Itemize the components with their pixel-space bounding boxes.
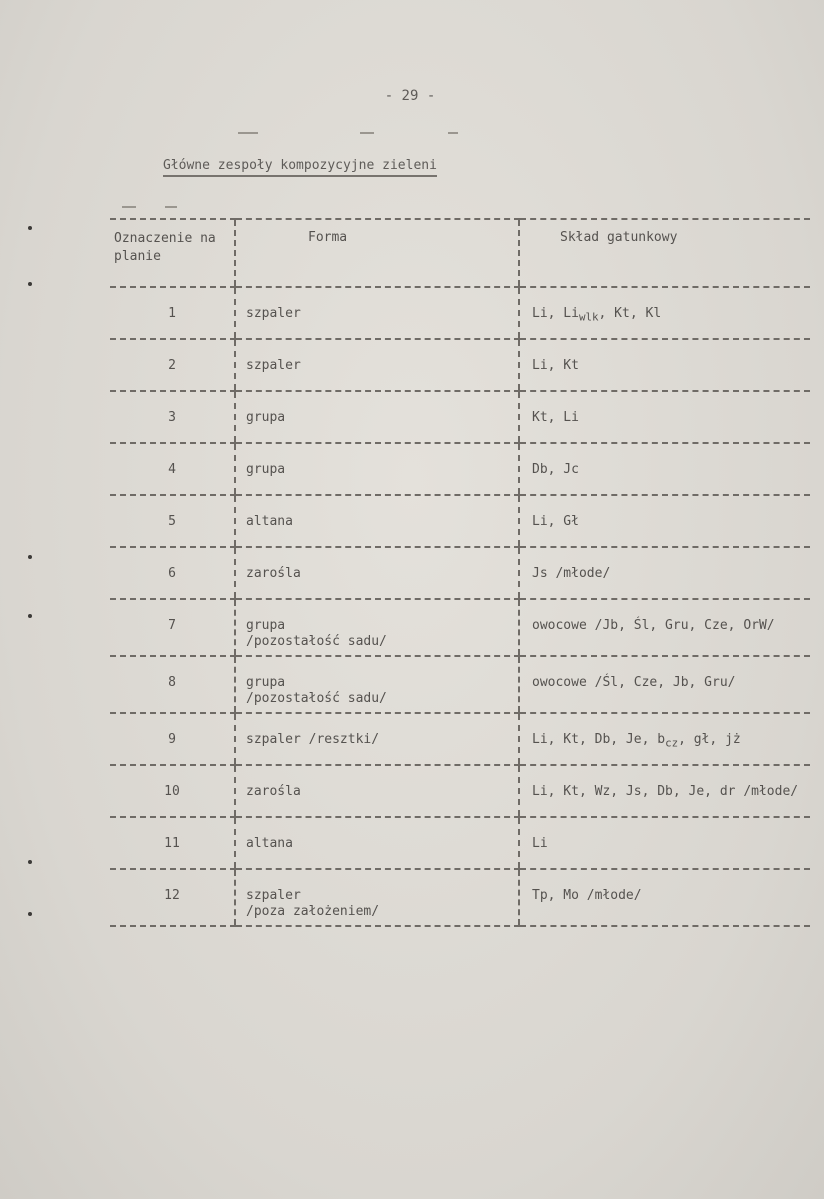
row-form: zarośla [235,765,519,817]
row-number: 5 [110,495,235,547]
composition-subscript: wlk [578,310,599,324]
composition-subscript: cz [665,736,679,750]
form-line-2: /pozostałość sadu/ [246,691,387,706]
row-number: 4 [110,443,235,495]
margin-dot [28,226,32,230]
row-composition: Li, Kt [519,339,810,391]
row-number: 6 [110,547,235,599]
row-composition: owocowe /Śl, Cze, Jb, Gru/ [519,656,810,713]
row-composition: owocowe /Jb, Śl, Gru, Cze, OrW/ [519,599,810,656]
row-composition: Js /młode/ [519,547,810,599]
composition-text: Li, Li [532,306,579,321]
header-number: Oznaczenie na planie [110,219,235,287]
row-number: 9 [110,713,235,765]
row-form [235,656,519,713]
table-row [110,599,810,656]
form-line-2: /pozostałość sadu/ [246,634,387,649]
table-row [110,287,810,339]
typewriter-mark [238,132,258,134]
row-form: grupa [235,391,519,443]
row-form [235,869,519,926]
table-row [110,495,810,547]
row-number: 10 [110,765,235,817]
table-row [110,339,810,391]
row-number: 11 [110,817,235,869]
typewriter-mark [448,132,458,134]
margin-dot [28,860,32,864]
typewriter-mark [122,206,136,208]
row-composition: Tp, Mo /młode/ [519,869,810,926]
row-number: 1 [110,287,235,339]
row-composition: Li, Gł [519,495,810,547]
species-composition-table [110,218,810,927]
form-line-2: /poza założeniem/ [246,904,380,919]
form-line-1: grupa [246,675,286,690]
table-row [110,817,810,869]
row-number: 2 [110,339,235,391]
header-composition: Skład gatunkowy [519,219,810,287]
row-composition: Kt, Li [519,391,810,443]
table-row [110,765,810,817]
row-composition [519,713,810,765]
table-row [110,391,810,443]
margin-dot [28,912,32,916]
composition-text-after: , gł, jż [678,732,741,747]
row-form: altana [235,495,519,547]
form-line-1: grupa [246,618,286,633]
row-form: altana [235,817,519,869]
row-composition [519,287,810,339]
form-line-1: szpaler [246,888,301,903]
row-number: 8 [110,656,235,713]
row-form: szpaler [235,287,519,339]
table-row [110,443,810,495]
row-form: zarośla [235,547,519,599]
row-composition: Li [519,817,810,869]
table-row [110,869,810,926]
row-number: 12 [110,869,235,926]
document-title: Główne zespoły kompozycyjne zieleni [163,158,437,177]
row-number: 3 [110,391,235,443]
row-form: grupa [235,443,519,495]
row-number: 7 [110,599,235,656]
table-row [110,713,810,765]
typewriter-mark [165,206,177,208]
typewriter-mark [360,132,374,134]
row-form: szpaler /resztki/ [235,713,519,765]
row-composition: Li, Kt, Wz, Js, Db, Je, dr /młode/ [519,765,810,817]
row-form: szpaler [235,339,519,391]
margin-dot [28,282,32,286]
row-form [235,599,519,656]
table-header-row [110,219,810,287]
margin-dot [28,555,32,559]
page-number: - 29 - [384,88,436,104]
composition-text-after: , Kt, Kl [598,306,662,321]
table-row [110,547,810,599]
margin-dot [28,614,32,618]
composition-text: Li, Kt, Db, Je, b [532,732,666,747]
header-form: Forma [235,219,519,287]
row-composition: Db, Jc [519,443,810,495]
table-row [110,656,810,713]
